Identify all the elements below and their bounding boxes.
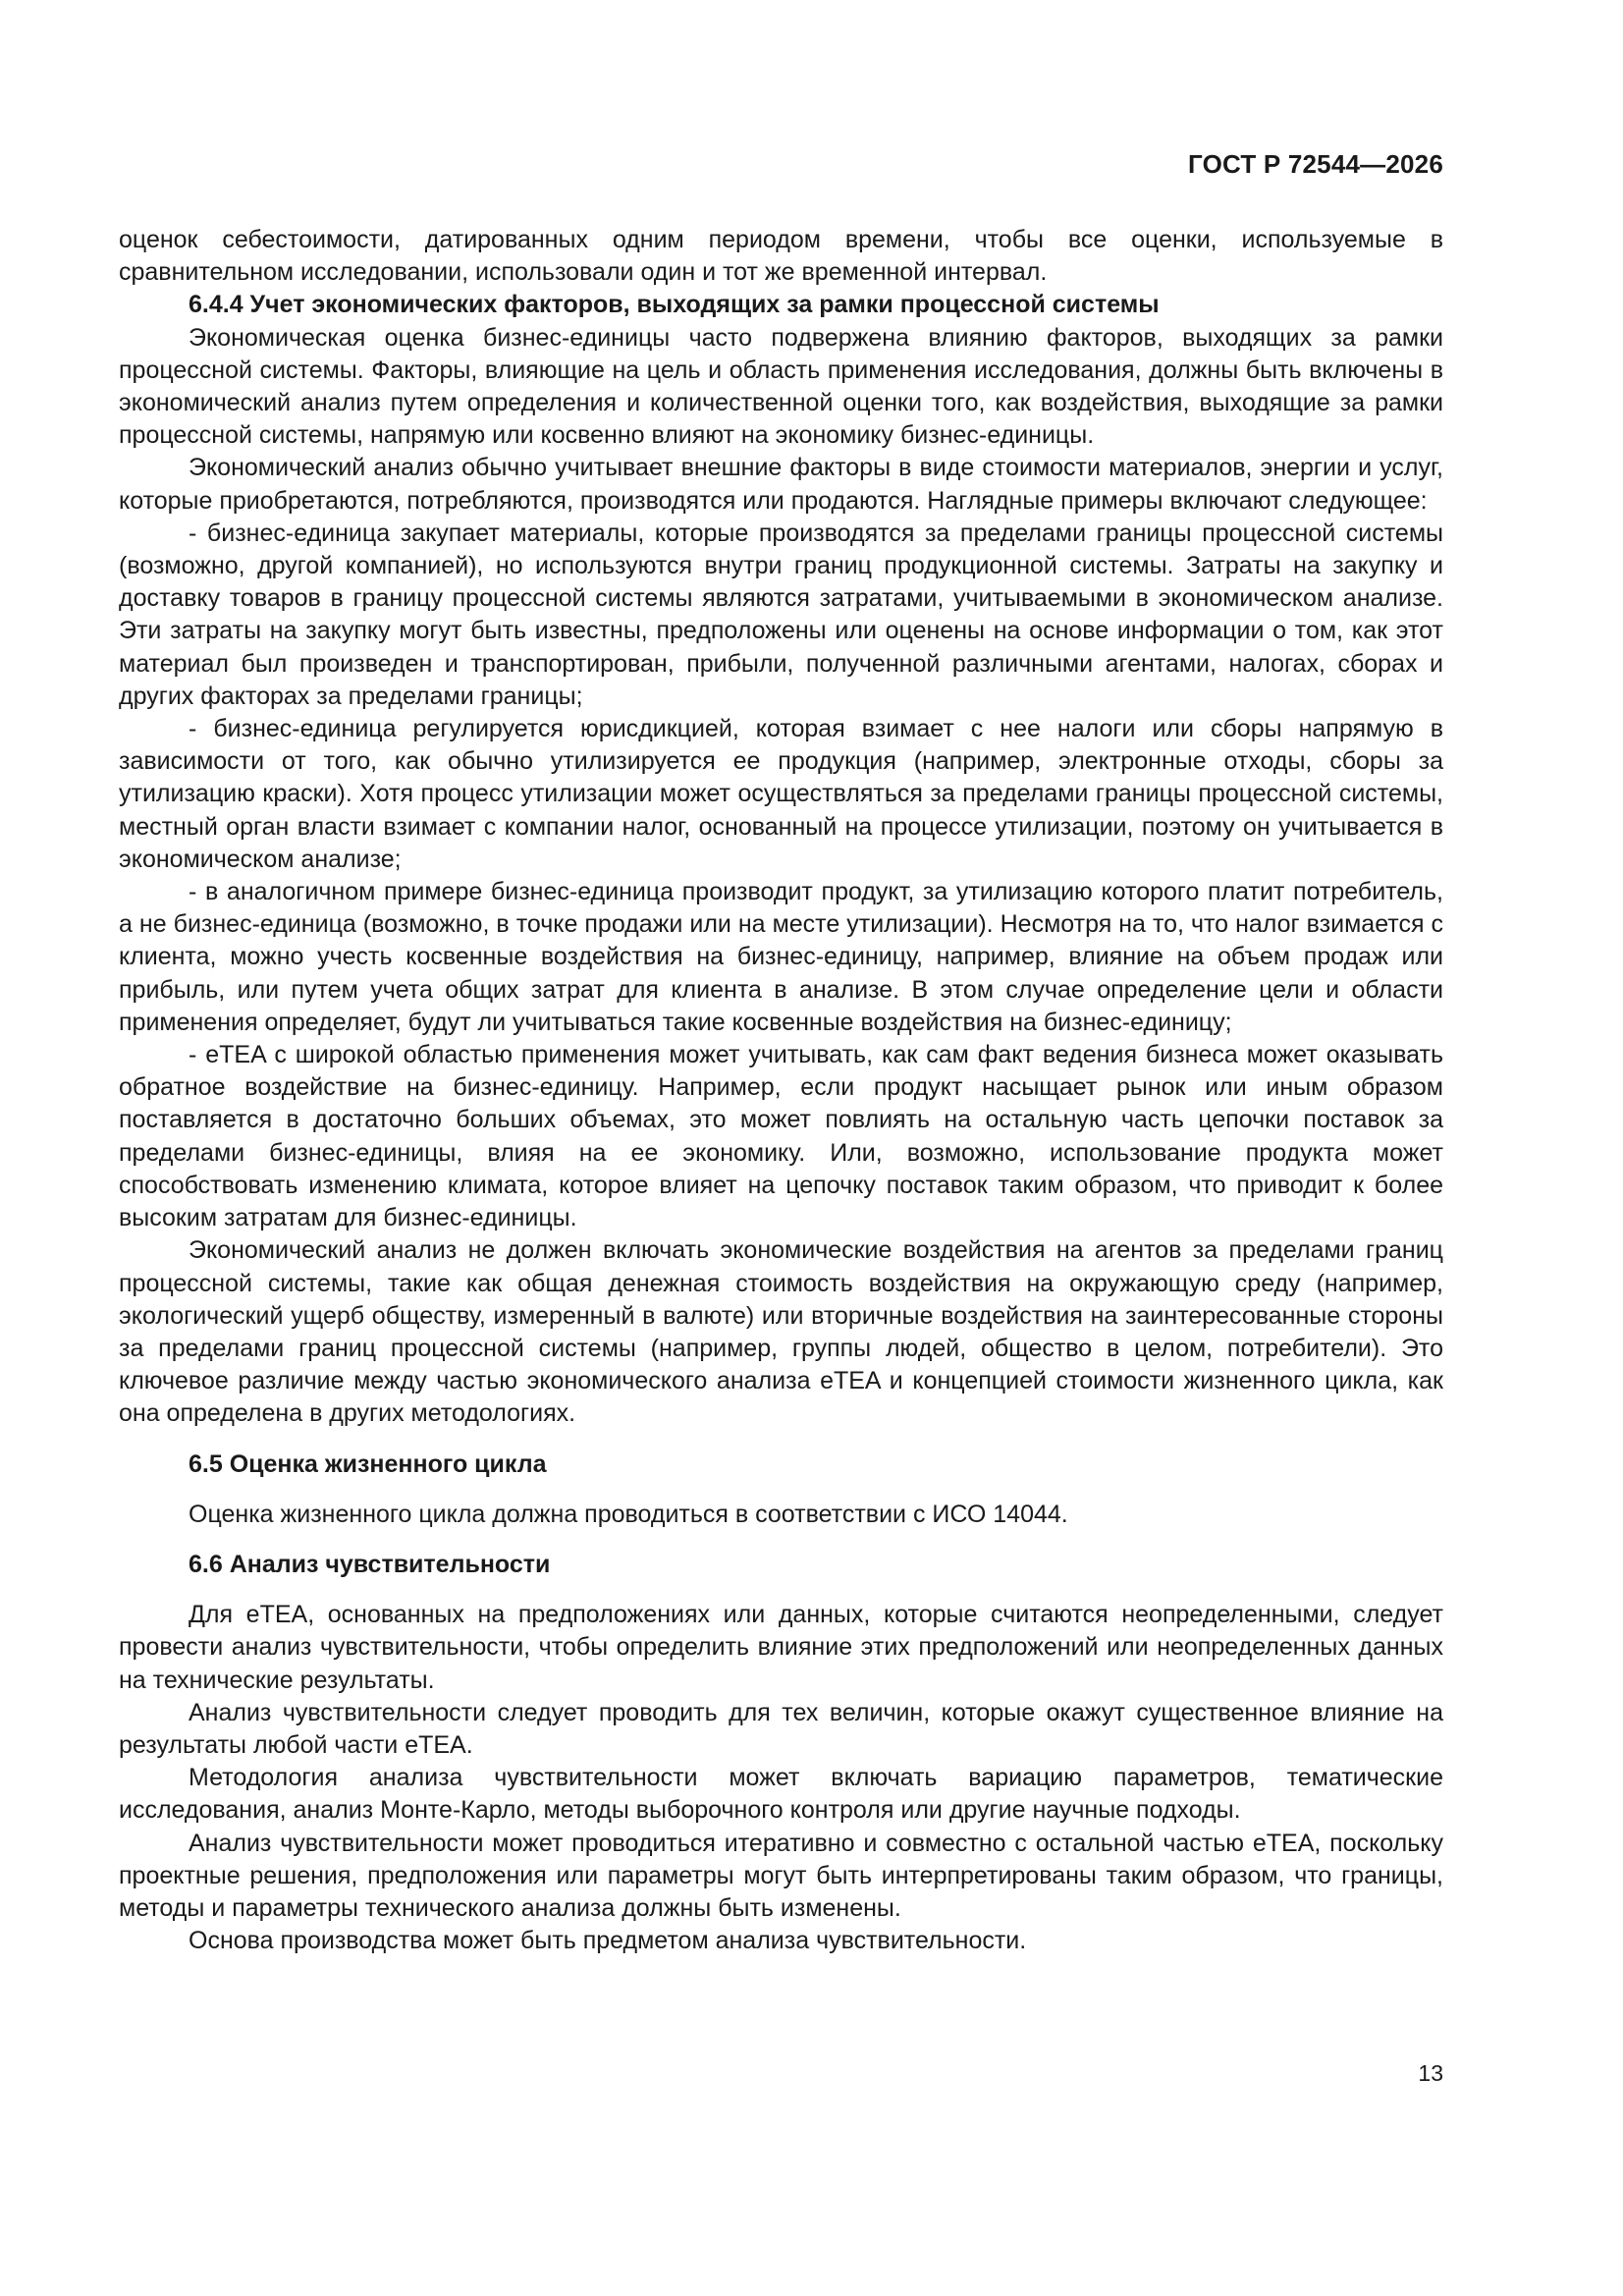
- paragraph: Экономический анализ обычно учитывает внешние факторы в виде стоимости материалов, энергии и услуг, которые приобретаются, потребляются, производятся или продаются. Наглядные примеры включают следующее:: [119, 454, 1443, 515]
- section-heading-6-4-4: 6.4.4 Учет экономических факторов, выходящих за рамки процессной системы: [189, 291, 1160, 319]
- paragraph: Для eTEA, основанных на предположениях или данных, которые считаются неопределенными, следует провести анализ чувствительности, чтобы определить влияние этих предположений или неопределенных данных на технические результаты.: [119, 1601, 1443, 1694]
- list-item: - бизнес-единица регулируется юрисдикцией, которая взимает с нее налоги или сборы напрямую в зависимости от того, как обычно утилизируется ее продукция (например, электронные отходы, сборы за утилизацию краски). Хотя процесс утилизации может осуществляться за пределами границы процессной системы, местный орган власти взимает с компании налог, основанный на процессе утилизации, поэтому он учитывается в экономическом анализе;: [119, 715, 1443, 873]
- document-number: ГОСТ Р 72544—2026: [1188, 149, 1443, 179]
- paragraph: Методология анализа чувствительности может включать вариацию параметров, тематические исследования, анализ Монте-Карло, методы выборочного контроля или другие научные подходы.: [119, 1764, 1443, 1825]
- paragraph: Оценка жизненного цикла должна проводиться в соответствии с ИСО 14044.: [189, 1500, 1068, 1528]
- paragraph-continuation: оценок себестоимости, датированных одним периодом времени, чтобы все оценки, используемые в сравнительном исследовании, использовали один и тот же временной интервал.: [119, 226, 1443, 287]
- paragraph: Экономический анализ не должен включать экономические воздействия на агентов за пределами границ процессной системы, такие как общая денежная стоимость воздействия на окружающую среду (например, экологический ущерб обществу, измеренный в валюте) или вторичные воздействия на заинтересованные стороны за пределами границ процессной системы (например, группы людей, общество в целом, потребители). Это ключевое различие между частью экономического анализа eTEA и концепцией стоимости жизненного цикла, как она определена в других методологиях.: [119, 1236, 1443, 1428]
- list-item: - в аналогичном примере бизнес-единица производит продукт, за утилизацию которого платит потребитель, а не бизнес-единица (возможно, в точке продажи или на месте утилизации). Несмотря на то, что налог взимается с клиента, можно учесть косвенные воздействия на бизнес-единицу, например, влияние на объем продаж или прибыль, или путем учета общих затрат для клиента в анализе. В этом случае определение цели и области применения определяет, будут ли учитываться такие косвенные воздействия на бизнес-единицу;: [119, 878, 1443, 1036]
- paragraph: Анализ чувствительности следует проводить для тех величин, которые окажут существенное влияние на результаты любой части eTEA.: [119, 1698, 1443, 1759]
- page-number: 13: [1418, 2060, 1443, 2086]
- document-body: [119, 224, 1443, 1957]
- list-item: - бизнес-единица закупает материалы, которые производятся за пределами границы процессной системы (возможно, другой компанией), но используются внутри границ продукционной системы. Затраты на закупку и доставку товаров в границу процессной системы являются затратами, учитываемыми в экономическом анализе. Эти затраты на закупку могут быть известны, предположены или оценены на основе информации о том, как этот материал был произведен и транспортирован, прибыли, полученной различными агентами, налогах, сборах и других факторах за пределами границы;: [119, 519, 1443, 710]
- section-heading-6-5: 6.5 Оценка жизненного цикла: [189, 1449, 547, 1478]
- paragraph: Основа производства может быть предметом анализа чувствительности.: [189, 1927, 1027, 1955]
- paragraph: Экономическая оценка бизнес-единицы часто подвержена влиянию факторов, выходящих за рамки процессной системы. Факторы, влияющие на цель и область применения исследования, должны быть включены в экономический анализ путем определения и количественной оценки того, как воздействия, выходящие за рамки процессной системы, напрямую или косвенно влияют на экономику бизнес-единицы.: [119, 323, 1443, 450]
- paragraph: Анализ чувствительности может проводиться итеративно и совместно с остальной частью eTEA, поскольку проектные решения, предположения или параметры могут быть интерпретированы таким образом, что границы, методы и параметры технического анализа должны быть изменены.: [119, 1829, 1443, 1922]
- section-heading-6-6: 6.6 Анализ чувствительности: [189, 1550, 551, 1578]
- list-item: - eTEA с широкой областью применения может учитывать, как сам факт ведения бизнеса может оказывать обратное воздействие на бизнес-единицу. Например, если продукт насыщает рынок или иным образом поставляется в достаточно больших объемах, это может повлиять на остальную часть цепочки поставок за пределами бизнес-единицы, влияя на ее экономику. Или, возможно, использование продукта может способствовать изменению климата, которое влияет на цепочку поставок таким образом, что приводит к более высоким затратам для бизнес-единицы.: [119, 1041, 1443, 1232]
